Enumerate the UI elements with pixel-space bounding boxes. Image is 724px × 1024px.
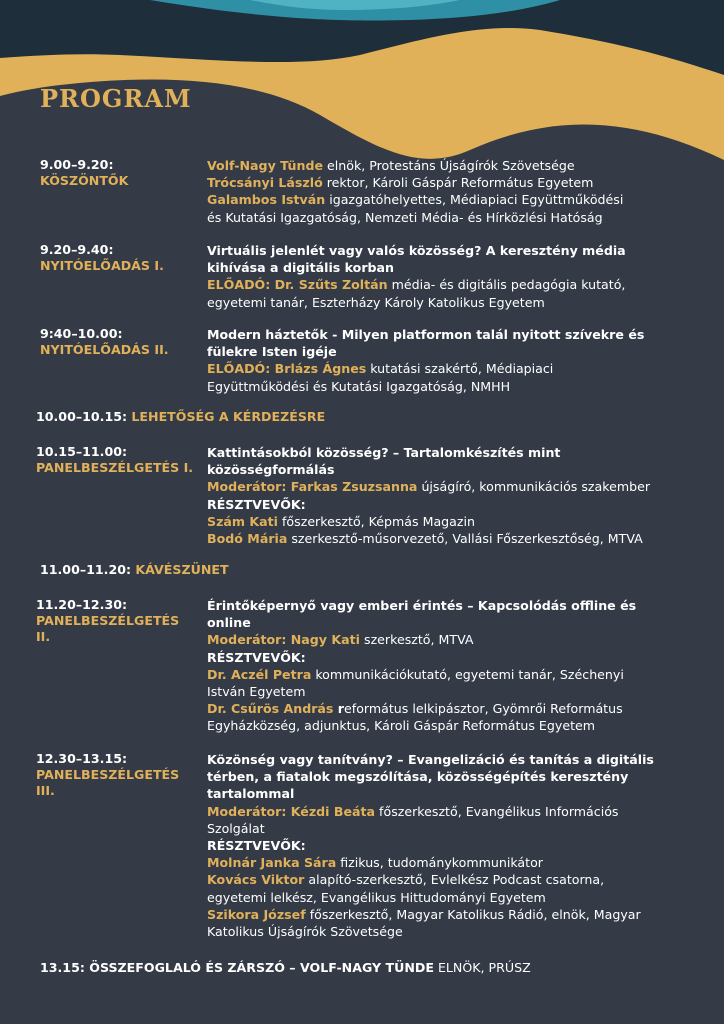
content-line bbox=[207, 326, 707, 343]
speaker-name: Bodó Mária bbox=[207, 531, 288, 547]
content-line bbox=[207, 820, 707, 837]
speaker-name: Szikora József bbox=[207, 906, 306, 922]
speaker-detail: újságíró, kommunikációs szakember bbox=[417, 479, 651, 495]
speaker-detail: kutatási szakértő, Médiapiaci bbox=[366, 361, 554, 377]
speaker-detail: főszerkesztő, Evangélikus Információs bbox=[375, 803, 619, 819]
content-line bbox=[207, 768, 707, 785]
content-line bbox=[207, 294, 707, 311]
session-topic: Modern háztetők - Milyen platformon talál nyitott szívekre és bbox=[207, 327, 645, 342]
speaker-detail: főszerkesztő, Képmás Magazin bbox=[278, 513, 475, 529]
content-line bbox=[207, 259, 707, 276]
content-line bbox=[207, 785, 707, 802]
content-line bbox=[207, 174, 707, 191]
speaker-detail: média- és digitális pedagógia kutató, bbox=[387, 277, 626, 293]
session-topic: térben, a fiatalok megszólítása, közösségépítés keresztény bbox=[207, 769, 629, 785]
session-content bbox=[207, 326, 707, 395]
content-line bbox=[207, 683, 707, 700]
content-line bbox=[207, 923, 707, 940]
session-label: LEHETŐSÉG A KÉRDEZÉSRE bbox=[131, 409, 326, 424]
speaker-name: Kovács Viktor bbox=[207, 872, 305, 888]
content-line bbox=[207, 631, 707, 648]
content-line bbox=[207, 666, 707, 683]
content-line bbox=[207, 513, 707, 530]
speaker-detail: Együttműködési és Kutatási Igazgatóság, NMHH bbox=[207, 378, 511, 394]
speaker-detail: egyetemi lelkész, Evangélikus Hittudományi Egyetem bbox=[207, 889, 546, 905]
page-title: PROGRAM bbox=[40, 84, 192, 113]
speaker-name: Galambos István bbox=[207, 192, 326, 208]
session-content bbox=[207, 157, 707, 226]
session-topic: RÉSZTVEVŐK: bbox=[207, 496, 306, 512]
content-line bbox=[207, 803, 707, 820]
session-topic: online bbox=[207, 615, 251, 631]
time-label: 9.20–9.40: bbox=[40, 242, 114, 257]
session-content bbox=[207, 242, 707, 311]
speaker-detail: Katolikus Újságírók Szövetsége bbox=[207, 924, 403, 940]
session-topic: Kattintásokból közösség? – Tartalomkészítés mint bbox=[207, 445, 561, 460]
content-line bbox=[207, 478, 707, 495]
speaker-detail: szerkesztő-műsorvezető, Vallási Főszerkesztőség, MTVA bbox=[287, 531, 643, 547]
time-column bbox=[36, 597, 196, 645]
speaker-detail: elnök, Protestáns Újságírók Szövetsége bbox=[323, 158, 575, 173]
session-topic: közösségformálás bbox=[207, 462, 335, 478]
content-line bbox=[207, 360, 707, 377]
time-column bbox=[36, 444, 196, 476]
session-label: PANELBESZÉLGETÉS I. bbox=[36, 460, 194, 475]
speaker-detail: egyetemi tanár, Eszterházy Károly Katolikus Egyetem bbox=[207, 294, 545, 310]
time-label: 12.30–13.15: bbox=[36, 751, 128, 766]
speaker-detail: fizikus, tudománykommunikátor bbox=[336, 855, 543, 871]
time-column bbox=[40, 242, 200, 274]
speaker-name: Molnár Janka Sára bbox=[207, 855, 337, 871]
time-label: 9.00–9.20: bbox=[40, 157, 114, 172]
speaker-detail: kommunikációkutató, egyetemi tanár, Széchenyi bbox=[311, 666, 624, 682]
session-content bbox=[207, 751, 707, 940]
time-column bbox=[36, 751, 196, 799]
content-line bbox=[207, 242, 707, 259]
content-line bbox=[207, 614, 707, 631]
schedule-single-row bbox=[36, 409, 325, 425]
content-line bbox=[207, 717, 707, 734]
content-line bbox=[207, 889, 707, 906]
content-line bbox=[207, 209, 707, 226]
content-line bbox=[207, 837, 707, 854]
time-label: 11.20–12.30: bbox=[36, 597, 128, 612]
session-topic: kihívása a digitális korban bbox=[207, 260, 395, 276]
session-topic: Közönség vagy tanítvány? – Evangelizáció és tanítás a digitális bbox=[207, 752, 654, 767]
speaker-name: ELŐADÓ: Dr. Szűts Zoltán bbox=[207, 277, 388, 293]
time-label: 11.00–11.20: bbox=[40, 562, 132, 577]
closing-time: 13.15: bbox=[40, 960, 85, 975]
time-column bbox=[40, 326, 200, 358]
speaker-name: Moderátor: Nagy Kati bbox=[207, 632, 360, 648]
session-topic: r bbox=[333, 701, 345, 717]
content-line bbox=[207, 751, 707, 768]
session-label: PANELBESZÉLGETÉS III. bbox=[36, 767, 180, 798]
speaker-detail: alapító-szerkesztő, Evlelkész Podcast csatorna, bbox=[304, 872, 605, 888]
content-line bbox=[207, 496, 707, 513]
speaker-name: ELŐADÓ: Brlázs Ágnes bbox=[207, 361, 367, 377]
content-line bbox=[207, 854, 707, 871]
session-topic: RÉSZTVEVŐK: bbox=[207, 838, 306, 854]
session-label: KÁVÉSZÜNET bbox=[135, 562, 229, 577]
speaker-name: Trócsányi László bbox=[207, 175, 323, 191]
speaker-detail: István Egyetem bbox=[207, 684, 306, 700]
content-line bbox=[207, 378, 707, 395]
content-line bbox=[207, 461, 707, 478]
content-line bbox=[207, 649, 707, 666]
time-column bbox=[40, 157, 200, 189]
speaker-detail: Szolgálat bbox=[207, 820, 265, 836]
session-topic: fülekre Isten igéje bbox=[207, 344, 337, 360]
session-label: NYITÓELŐADÁS I. bbox=[40, 258, 164, 273]
content-line bbox=[207, 530, 707, 547]
speaker-detail: eformátus lelkipásztor, Gyömrői Református bbox=[344, 701, 623, 717]
speaker-name: Szám Kati bbox=[207, 513, 278, 529]
closing-label: ÖSSZEFOGLALÓ ÉS ZÁRSZÓ – VOLF-NAGY TÜNDE bbox=[89, 960, 434, 975]
content-line bbox=[207, 276, 707, 293]
session-label: PANELBESZÉLGETÉS II. bbox=[36, 613, 180, 644]
session-topic: tartalommal bbox=[207, 786, 295, 802]
speaker-name: Moderátor: Kézdi Beáta bbox=[207, 803, 376, 819]
speaker-detail: igazgatóhelyettes, Médiapiaci Együttműködési bbox=[325, 192, 624, 208]
time-label: 10.15–11.00: bbox=[36, 444, 128, 459]
time-label: 9:40–10.00: bbox=[40, 326, 123, 341]
speaker-name: Dr. Csűrös András bbox=[207, 701, 334, 717]
speaker-name: Moderátor: Farkas Zsuzsanna bbox=[207, 479, 418, 495]
schedule-single-row bbox=[40, 562, 229, 578]
content-line bbox=[207, 157, 707, 174]
content-line bbox=[207, 700, 707, 717]
session-label: KÖSZÖNTŐK bbox=[40, 173, 129, 188]
speaker-detail: és Kutatási Igazgatóság, Nemzeti Média- és Hírközlési Hatóság bbox=[207, 209, 603, 225]
closing-role: ELNÖK, PRÚSZ bbox=[433, 960, 531, 975]
session-content bbox=[207, 444, 707, 547]
time-label: 10.00–10.15: bbox=[36, 409, 128, 424]
session-topic: Virtuális jelenlét vagy valós közösség? A keresztény média bbox=[207, 243, 626, 258]
speaker-name: Volf-Nagy Tünde bbox=[207, 158, 324, 173]
session-content bbox=[207, 597, 707, 735]
content-line bbox=[207, 444, 707, 461]
speaker-name: Dr. Aczél Petra bbox=[207, 666, 312, 682]
closing-row bbox=[40, 960, 531, 976]
session-label: NYITÓELŐADÁS II. bbox=[40, 342, 169, 357]
content-line bbox=[207, 906, 707, 923]
speaker-detail: rektor, Károli Gáspár Református Egyetem bbox=[322, 175, 594, 191]
content-line bbox=[207, 871, 707, 888]
content-line bbox=[207, 191, 707, 208]
speaker-detail: Egyházközség, adjunktus, Károli Gáspár Református Egyetem bbox=[207, 718, 596, 734]
session-topic: Érintőképernyő vagy emberi érintés – Kapcsolódás offline és bbox=[207, 598, 637, 613]
content-line bbox=[207, 597, 707, 614]
session-topic: RÉSZTVEVŐK: bbox=[207, 649, 306, 665]
speaker-detail: szerkesztő, MTVA bbox=[360, 632, 474, 648]
content-line bbox=[207, 343, 707, 360]
speaker-detail: főszerkesztő, Magyar Katolikus Rádió, elnök, Magyar bbox=[305, 906, 641, 922]
